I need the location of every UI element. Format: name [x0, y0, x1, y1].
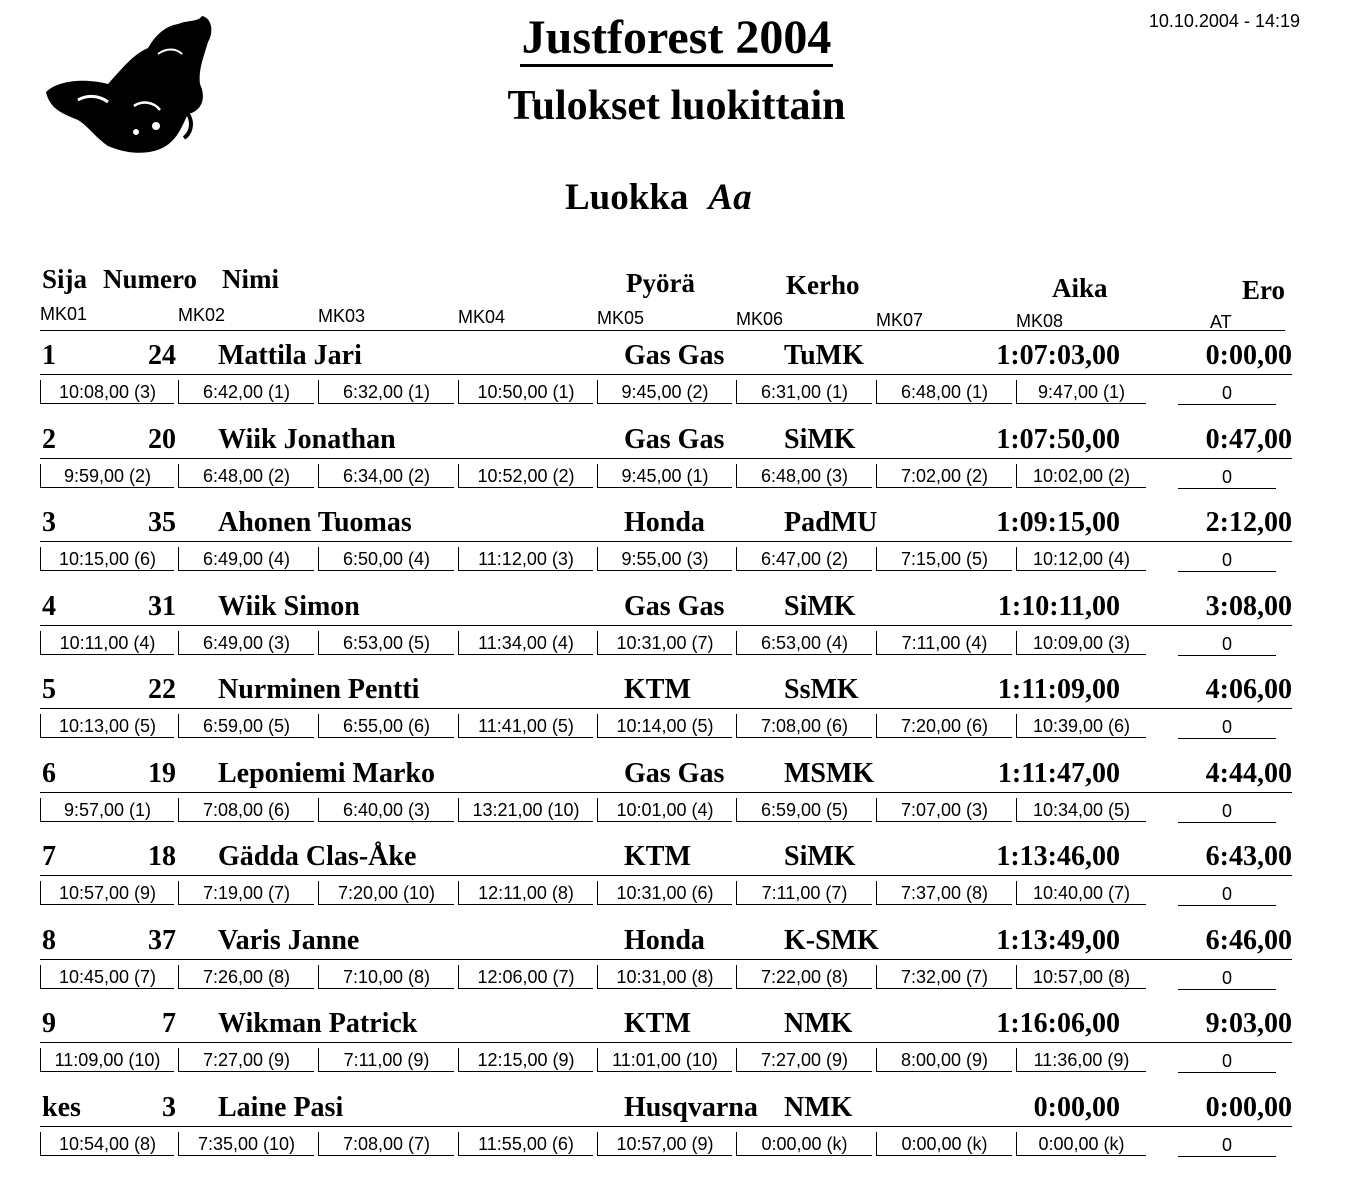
total-time: 1:09:15,00	[996, 507, 1120, 538]
row-underline	[40, 875, 1292, 876]
result-position: 9	[42, 1008, 56, 1039]
class-value: Aa	[708, 177, 752, 218]
lap-time-6: 6:53,00 (4)	[736, 631, 872, 655]
lap-time-8: 0:00,00 (k)	[1016, 1132, 1146, 1156]
at-value: 0	[1178, 383, 1276, 405]
result-row	[0, 591, 1353, 675]
row-underline	[40, 458, 1292, 459]
total-time: 1:07:03,00	[996, 340, 1120, 371]
lap-time-5: 11:01,00 (10)	[597, 1048, 732, 1072]
col-header-lap-6: MK06	[736, 309, 784, 329]
result-position: kes	[42, 1092, 81, 1123]
col-header-lap-5: MK05	[597, 308, 645, 328]
result-number: 22	[148, 674, 176, 705]
lap-time-1: 10:45,00 (7)	[40, 965, 174, 989]
total-time: 0:00,00	[1033, 1092, 1120, 1123]
lap-time-3: 7:11,00 (9)	[318, 1048, 454, 1072]
lap-time-5: 10:31,00 (7)	[597, 631, 732, 655]
time-difference: 0:00,00	[1205, 340, 1292, 371]
time-difference: 0:00,00	[1205, 1092, 1292, 1123]
class-label: Luokka	[565, 177, 689, 218]
lap-time-3: 6:50,00 (4)	[318, 547, 454, 571]
lap-time-4: 13:21,00 (10)	[458, 798, 593, 822]
lap-time-4: 12:15,00 (9)	[458, 1048, 593, 1072]
row-underline	[40, 1126, 1292, 1127]
result-position: 4	[42, 591, 56, 622]
rider-name: Mattila Jari	[218, 340, 362, 371]
lap-time-7: 0:00,00 (k)	[876, 1132, 1012, 1156]
lap-time-3: 6:40,00 (3)	[318, 798, 454, 822]
time-difference: 6:43,00	[1205, 841, 1292, 872]
lap-time-3: 7:08,00 (7)	[318, 1132, 454, 1156]
at-value: 0	[1178, 634, 1276, 656]
lap-time-2: 6:49,00 (3)	[178, 631, 314, 655]
result-number: 7	[162, 1008, 176, 1039]
class-heading	[565, 176, 752, 219]
total-time: 1:16:06,00	[996, 1008, 1120, 1039]
result-number: 24	[148, 340, 176, 371]
lap-time-3: 6:32,00 (1)	[318, 380, 454, 404]
time-difference: 4:06,00	[1205, 674, 1292, 705]
club-name: SiMK	[784, 424, 856, 455]
col-header-lap-4: MK04	[458, 307, 506, 327]
lap-time-7: 6:48,00 (1)	[876, 380, 1012, 404]
time-difference: 4:44,00	[1205, 758, 1292, 789]
result-row	[0, 758, 1353, 842]
at-value: 0	[1178, 1051, 1276, 1073]
total-time: 1:13:46,00	[996, 841, 1120, 872]
total-time: 1:07:50,00	[996, 424, 1120, 455]
rider-name: Varis Janne	[218, 925, 360, 956]
club-name: SsMK	[784, 674, 859, 705]
lap-time-7: 7:20,00 (6)	[876, 714, 1012, 738]
rider-name: Wikman Patrick	[218, 1008, 418, 1039]
lap-time-7: 7:11,00 (4)	[876, 631, 1012, 655]
lap-time-7: 7:07,00 (3)	[876, 798, 1012, 822]
col-header-number: Numero	[103, 264, 197, 294]
bike-make: Gas Gas	[624, 424, 725, 455]
club-name: K-SMK	[784, 925, 879, 956]
col-header-bike: Pyörä	[626, 268, 695, 298]
col-header-diff: Ero	[1242, 275, 1286, 305]
lap-time-8: 10:40,00 (7)	[1016, 881, 1146, 905]
col-header-lap-3: MK03	[318, 306, 366, 326]
club-name: PadMU	[784, 507, 878, 538]
bike-make: Gas Gas	[624, 758, 725, 789]
rider-name: Wiik Jonathan	[218, 424, 396, 455]
lap-time-4: 12:06,00 (7)	[458, 965, 593, 989]
lap-time-3: 6:55,00 (6)	[318, 714, 454, 738]
total-time: 1:13:49,00	[996, 925, 1120, 956]
row-underline	[40, 625, 1292, 626]
lap-time-5: 9:45,00 (2)	[597, 380, 732, 404]
bike-make: KTM	[624, 674, 691, 705]
page-title-text: Justforest 2004	[520, 11, 834, 67]
lap-time-5: 10:01,00 (4)	[597, 798, 732, 822]
result-position: 8	[42, 925, 56, 956]
time-difference: 2:12,00	[1205, 507, 1292, 538]
bike-make: Husqvarna	[624, 1092, 758, 1123]
lap-time-6: 7:11,00 (7)	[736, 881, 872, 905]
at-value: 0	[1178, 550, 1276, 572]
lap-time-2: 7:26,00 (8)	[178, 965, 314, 989]
club-name: SiMK	[784, 841, 856, 872]
rider-name: Ahonen Tuomas	[218, 507, 412, 538]
bike-make: KTM	[624, 841, 691, 872]
lap-time-6: 7:22,00 (8)	[736, 965, 872, 989]
lap-time-3: 6:53,00 (5)	[318, 631, 454, 655]
lap-time-2: 6:48,00 (2)	[178, 464, 314, 488]
lap-time-5: 10:14,00 (5)	[597, 714, 732, 738]
lap-time-2: 6:42,00 (1)	[178, 380, 314, 404]
at-value: 0	[1178, 968, 1276, 990]
bike-make: Gas Gas	[624, 340, 725, 371]
at-value: 0	[1178, 717, 1276, 739]
row-underline	[40, 792, 1292, 793]
header-divider	[40, 330, 1285, 331]
lap-time-3: 7:20,00 (10)	[318, 881, 454, 905]
result-position: 7	[42, 841, 56, 872]
time-difference: 3:08,00	[1205, 591, 1292, 622]
at-value: 0	[1178, 884, 1276, 906]
result-row	[0, 1008, 1353, 1092]
rider-name: Gädda Clas-Åke	[218, 841, 417, 872]
col-header-club: Kerho	[786, 270, 860, 300]
lap-time-1: 10:54,00 (8)	[40, 1132, 174, 1156]
lap-time-1: 10:15,00 (6)	[40, 547, 174, 571]
result-number: 37	[148, 925, 176, 956]
col-header-position: Sija	[42, 264, 88, 294]
time-difference: 6:46,00	[1205, 925, 1292, 956]
lap-time-8: 10:02,00 (2)	[1016, 464, 1146, 488]
result-number: 3	[162, 1092, 176, 1123]
lap-time-7: 8:00,00 (9)	[876, 1048, 1012, 1072]
lap-time-8: 10:12,00 (4)	[1016, 547, 1146, 571]
lap-time-8: 10:09,00 (3)	[1016, 631, 1146, 655]
at-value: 0	[1178, 1135, 1276, 1157]
lap-time-6: 0:00,00 (k)	[736, 1132, 872, 1156]
row-underline	[40, 374, 1292, 375]
result-position: 2	[42, 424, 56, 455]
result-number: 35	[148, 507, 176, 538]
rider-name: Leponiemi Marko	[218, 758, 435, 789]
lap-time-2: 7:27,00 (9)	[178, 1048, 314, 1072]
at-value: 0	[1178, 801, 1276, 823]
total-time: 1:10:11,00	[997, 591, 1120, 622]
lap-time-2: 6:49,00 (4)	[178, 547, 314, 571]
lap-time-4: 11:34,00 (4)	[458, 631, 593, 655]
lap-time-6: 6:48,00 (3)	[736, 464, 872, 488]
result-row	[0, 925, 1353, 1009]
result-position: 6	[42, 758, 56, 789]
result-row	[0, 507, 1353, 591]
lap-time-7: 7:32,00 (7)	[876, 965, 1012, 989]
lap-time-6: 7:08,00 (6)	[736, 714, 872, 738]
col-header-lap-7: MK07	[876, 310, 924, 330]
lap-time-1: 10:08,00 (3)	[40, 380, 174, 404]
lap-time-2: 7:08,00 (6)	[178, 798, 314, 822]
rider-name: Laine Pasi	[218, 1092, 344, 1123]
page-subtitle: Tulokset luokittain	[507, 83, 846, 129]
lap-time-1: 9:59,00 (2)	[40, 464, 174, 488]
lap-time-1: 9:57,00 (1)	[40, 798, 174, 822]
result-number: 18	[148, 841, 176, 872]
time-difference: 9:03,00	[1205, 1008, 1292, 1039]
lap-time-8: 10:39,00 (6)	[1016, 714, 1146, 738]
lap-time-7: 7:02,00 (2)	[876, 464, 1012, 488]
club-name: NMK	[784, 1092, 853, 1123]
bike-make: Honda	[624, 925, 705, 956]
lap-time-3: 7:10,00 (8)	[318, 965, 454, 989]
lap-time-6: 6:59,00 (5)	[736, 798, 872, 822]
row-underline	[40, 959, 1292, 960]
result-number: 31	[148, 591, 176, 622]
rider-name: Wiik Simon	[218, 591, 360, 622]
col-header-name: Nimi	[222, 264, 279, 294]
rider-name: Nurminen Pentti	[218, 674, 420, 705]
col-header-lap-2: MK02	[178, 305, 226, 325]
row-underline	[40, 708, 1292, 709]
lap-time-4: 10:50,00 (1)	[458, 380, 593, 404]
result-position: 3	[42, 507, 56, 538]
lap-time-2: 7:19,00 (7)	[178, 881, 314, 905]
lap-time-1: 10:13,00 (5)	[40, 714, 174, 738]
lap-time-4: 11:12,00 (3)	[458, 547, 593, 571]
lap-time-7: 7:37,00 (8)	[876, 881, 1012, 905]
lap-time-6: 6:31,00 (1)	[736, 380, 872, 404]
lap-time-4: 11:41,00 (5)	[458, 714, 593, 738]
lap-time-6: 6:47,00 (2)	[736, 547, 872, 571]
lap-time-4: 12:11,00 (8)	[458, 881, 593, 905]
lap-time-8: 9:47,00 (1)	[1016, 380, 1146, 404]
result-row	[0, 674, 1353, 758]
result-position: 1	[42, 340, 56, 371]
lap-time-1: 10:57,00 (9)	[40, 881, 174, 905]
result-row	[0, 1092, 1353, 1176]
lap-time-5: 10:31,00 (8)	[597, 965, 732, 989]
total-time: 1:11:47,00	[997, 758, 1120, 789]
lap-time-3: 6:34,00 (2)	[318, 464, 454, 488]
col-header-time: Aika	[1052, 273, 1108, 303]
print-timestamp: 10.10.2004 - 14:19	[1148, 11, 1300, 31]
lap-time-8: 10:34,00 (5)	[1016, 798, 1146, 822]
result-number: 19	[148, 758, 176, 789]
lap-time-1: 11:09,00 (10)	[40, 1048, 174, 1072]
bike-make: Honda	[624, 507, 705, 538]
col-header-lap-8: MK08	[1016, 311, 1064, 331]
result-row	[0, 340, 1353, 424]
lap-time-4: 11:55,00 (6)	[458, 1132, 593, 1156]
at-value: 0	[1178, 467, 1276, 489]
col-header-lap-1: MK01	[40, 304, 88, 324]
result-row	[0, 424, 1353, 508]
club-name: NMK	[784, 1008, 853, 1039]
row-underline	[40, 1042, 1292, 1043]
lap-time-5: 9:45,00 (1)	[597, 464, 732, 488]
lap-time-4: 10:52,00 (2)	[458, 464, 593, 488]
result-number: 20	[148, 424, 176, 455]
lap-time-8: 10:57,00 (8)	[1016, 965, 1146, 989]
club-name: SiMK	[784, 591, 856, 622]
lap-time-6: 7:27,00 (9)	[736, 1048, 872, 1072]
time-difference: 0:47,00	[1205, 424, 1292, 455]
row-underline	[40, 541, 1292, 542]
club-name: MSMK	[784, 758, 875, 789]
bike-make: KTM	[624, 1008, 691, 1039]
lap-time-5: 9:55,00 (3)	[597, 547, 732, 571]
col-header-at: AT	[1210, 312, 1232, 332]
lap-time-5: 10:31,00 (6)	[597, 881, 732, 905]
lap-time-5: 10:57,00 (9)	[597, 1132, 732, 1156]
club-name: TuMK	[784, 340, 864, 371]
result-row	[0, 841, 1353, 925]
lap-time-2: 6:59,00 (5)	[178, 714, 314, 738]
total-time: 1:11:09,00	[997, 674, 1120, 705]
lap-time-8: 11:36,00 (9)	[1016, 1048, 1146, 1072]
lap-time-2: 7:35,00 (10)	[178, 1132, 314, 1156]
lap-time-7: 7:15,00 (5)	[876, 547, 1012, 571]
result-position: 5	[42, 674, 56, 705]
bike-make: Gas Gas	[624, 591, 725, 622]
lap-time-1: 10:11,00 (4)	[40, 631, 174, 655]
